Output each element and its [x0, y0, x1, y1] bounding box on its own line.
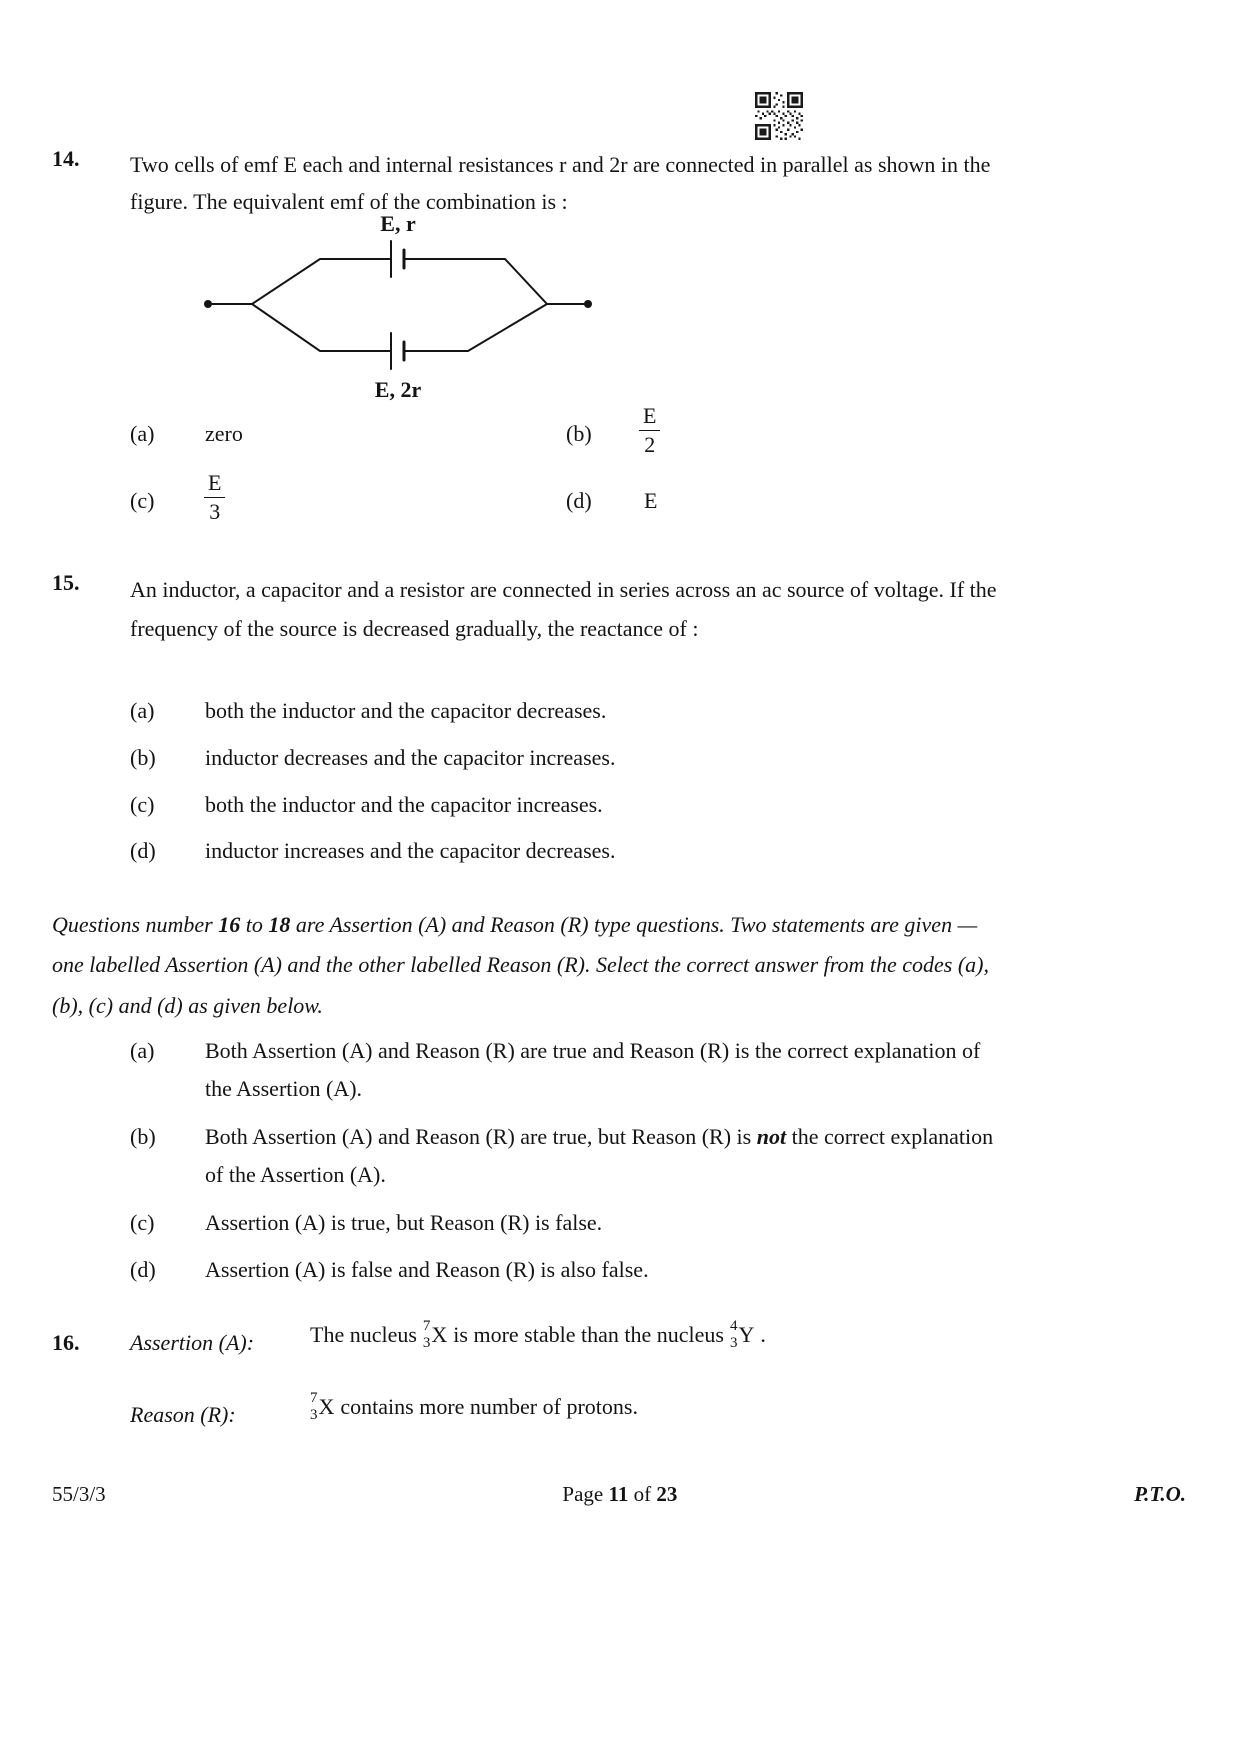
- nuclide-x-numbers: [310, 1390, 318, 1423]
- option-text: Both Assertion (A) and Reason (R) are true and Reason (R) is the correct explanation of the Assertion (A).: [205, 1038, 981, 1101]
- page-word: Page: [562, 1482, 604, 1506]
- instructions-part2: to: [240, 912, 269, 937]
- option-text-emphasis: not: [756, 1124, 787, 1149]
- q14-option-b-fraction: [638, 402, 661, 459]
- assertion-label: Assertion (A):: [130, 1330, 255, 1355]
- assertion-reason-instructions: [52, 905, 1004, 1026]
- fraction-denominator: 3: [204, 497, 225, 526]
- ar-code-c: [130, 1204, 1002, 1242]
- page-indicator: [562, 1482, 677, 1507]
- ar-code-b: [130, 1118, 1002, 1194]
- nuclide-y: [730, 1318, 754, 1351]
- q14-option-a-label: (a): [130, 421, 155, 446]
- instructions-part3: are Assertion (A) and Reason (R) type questions. Two statements are given — one labelled Assertion (A) and the other labelled Reason (R). Select the correct answer from the codes (a), (b), (c) and (d) as given below.: [52, 912, 990, 1018]
- option-label: (a): [130, 1038, 155, 1063]
- reason-post: contains more number of protons.: [340, 1393, 638, 1419]
- pto-label: P.T.O.: [1134, 1482, 1186, 1506]
- option-text: inductor decreases and the capacitor increases.: [205, 745, 616, 770]
- option-text: both the inductor and the capacitor increases.: [205, 792, 603, 817]
- assertion-mid: is more stable than the nucleus: [453, 1321, 724, 1347]
- option-label: (c): [130, 1210, 155, 1235]
- wire-bottom-branch: [252, 304, 547, 351]
- q15-option-c: [130, 786, 1002, 824]
- cell-top-label: E, r: [380, 211, 416, 236]
- q14-option-d-label: (d): [566, 488, 592, 513]
- q15-number: 15.: [52, 570, 80, 595]
- element-symbol: X: [431, 1321, 448, 1347]
- atomic-number: 3: [422, 1334, 431, 1351]
- option-text: Assertion (A) is false and Reason (R) is also false.: [205, 1257, 649, 1282]
- option-label: (d): [130, 1257, 156, 1282]
- q14-text: Two cells of emf E each and internal resistances r and 2r are connected in parallel as shown in the figure. The equivalent emf of the combination is :: [130, 152, 991, 215]
- q15-option-a: [130, 692, 1002, 730]
- q14-option-d-text: E: [644, 488, 658, 513]
- cell-bottom-label: E, 2r: [374, 377, 422, 402]
- q14-circuit-figure: [190, 205, 610, 416]
- nuclide-y-numbers: [730, 1318, 738, 1351]
- nuclide-x-numbers: [423, 1318, 431, 1351]
- page-number: 11: [608, 1482, 629, 1506]
- reason-label: Reason (R):: [130, 1402, 236, 1427]
- page-total: 23: [656, 1482, 678, 1506]
- question-range-end: 18: [268, 912, 291, 937]
- mass-number: 7: [310, 1390, 318, 1406]
- circuit-diagram: [190, 205, 610, 410]
- instructions-part1: Questions number: [52, 912, 219, 937]
- qr-code-graphic: [755, 92, 803, 140]
- q15-option-d: [130, 832, 1002, 870]
- option-label: (b): [130, 745, 156, 770]
- mass-number: 4: [729, 1318, 738, 1334]
- ar-code-d: [130, 1251, 1002, 1289]
- nuclide-x: [423, 1318, 447, 1351]
- q15-text: An inductor, a capacitor and a resistor are connected in series across an ac source of voltage. If the frequency of the source is decreased gradually, the reactance of :: [130, 577, 997, 642]
- option-text: inductor increases and the capacitor decreases.: [205, 838, 616, 863]
- option-label: (c): [130, 792, 155, 817]
- option-text-pre: Both Assertion (A) and Reason (R) are true, but Reason (R) is: [205, 1124, 757, 1149]
- fraction-denominator: 2: [639, 430, 660, 459]
- question-range-start: 16: [218, 912, 241, 937]
- ar-code-a: [130, 1032, 1002, 1108]
- nuclide-x: [310, 1390, 334, 1423]
- assertion-end: .: [760, 1321, 766, 1347]
- option-text: [205, 1118, 1002, 1194]
- of-word: of: [633, 1482, 652, 1506]
- q14-option-c-fraction: [203, 469, 226, 526]
- atomic-number: 3: [310, 1406, 318, 1423]
- atomic-number: 3: [729, 1334, 738, 1351]
- mass-number: 7: [422, 1318, 431, 1334]
- option-label: (d): [130, 838, 156, 863]
- assertion-pre: The nucleus: [310, 1321, 417, 1347]
- q14-option-b-label: (b): [566, 421, 592, 446]
- q16-number: 16.: [52, 1330, 80, 1355]
- option-label: (a): [130, 698, 155, 723]
- fraction-numerator: E: [643, 403, 657, 428]
- paper-code: 55/3/3: [52, 1482, 106, 1506]
- option-text: both the inductor and the capacitor decreases.: [205, 698, 607, 723]
- q14-option-a-text: zero: [205, 421, 243, 446]
- page-footer: [52, 1482, 1186, 1507]
- option-text-post: the correct explanation of the Assertion (A).: [205, 1124, 994, 1187]
- assertion-text: [310, 1318, 766, 1351]
- element-symbol: X: [318, 1393, 335, 1419]
- option-text: Assertion (A) is true, but Reason (R) is false.: [205, 1210, 603, 1235]
- q14-option-c-label: (c): [130, 488, 155, 513]
- q15-option-b: [130, 739, 1002, 777]
- q14-number: 14.: [52, 146, 80, 171]
- reason-text: [310, 1390, 638, 1423]
- option-label: (b): [130, 1124, 156, 1149]
- qr-code-icon: [755, 92, 803, 140]
- wire-top-branch: [208, 259, 588, 304]
- fraction-numerator: E: [208, 470, 222, 495]
- element-symbol: Y: [738, 1321, 755, 1347]
